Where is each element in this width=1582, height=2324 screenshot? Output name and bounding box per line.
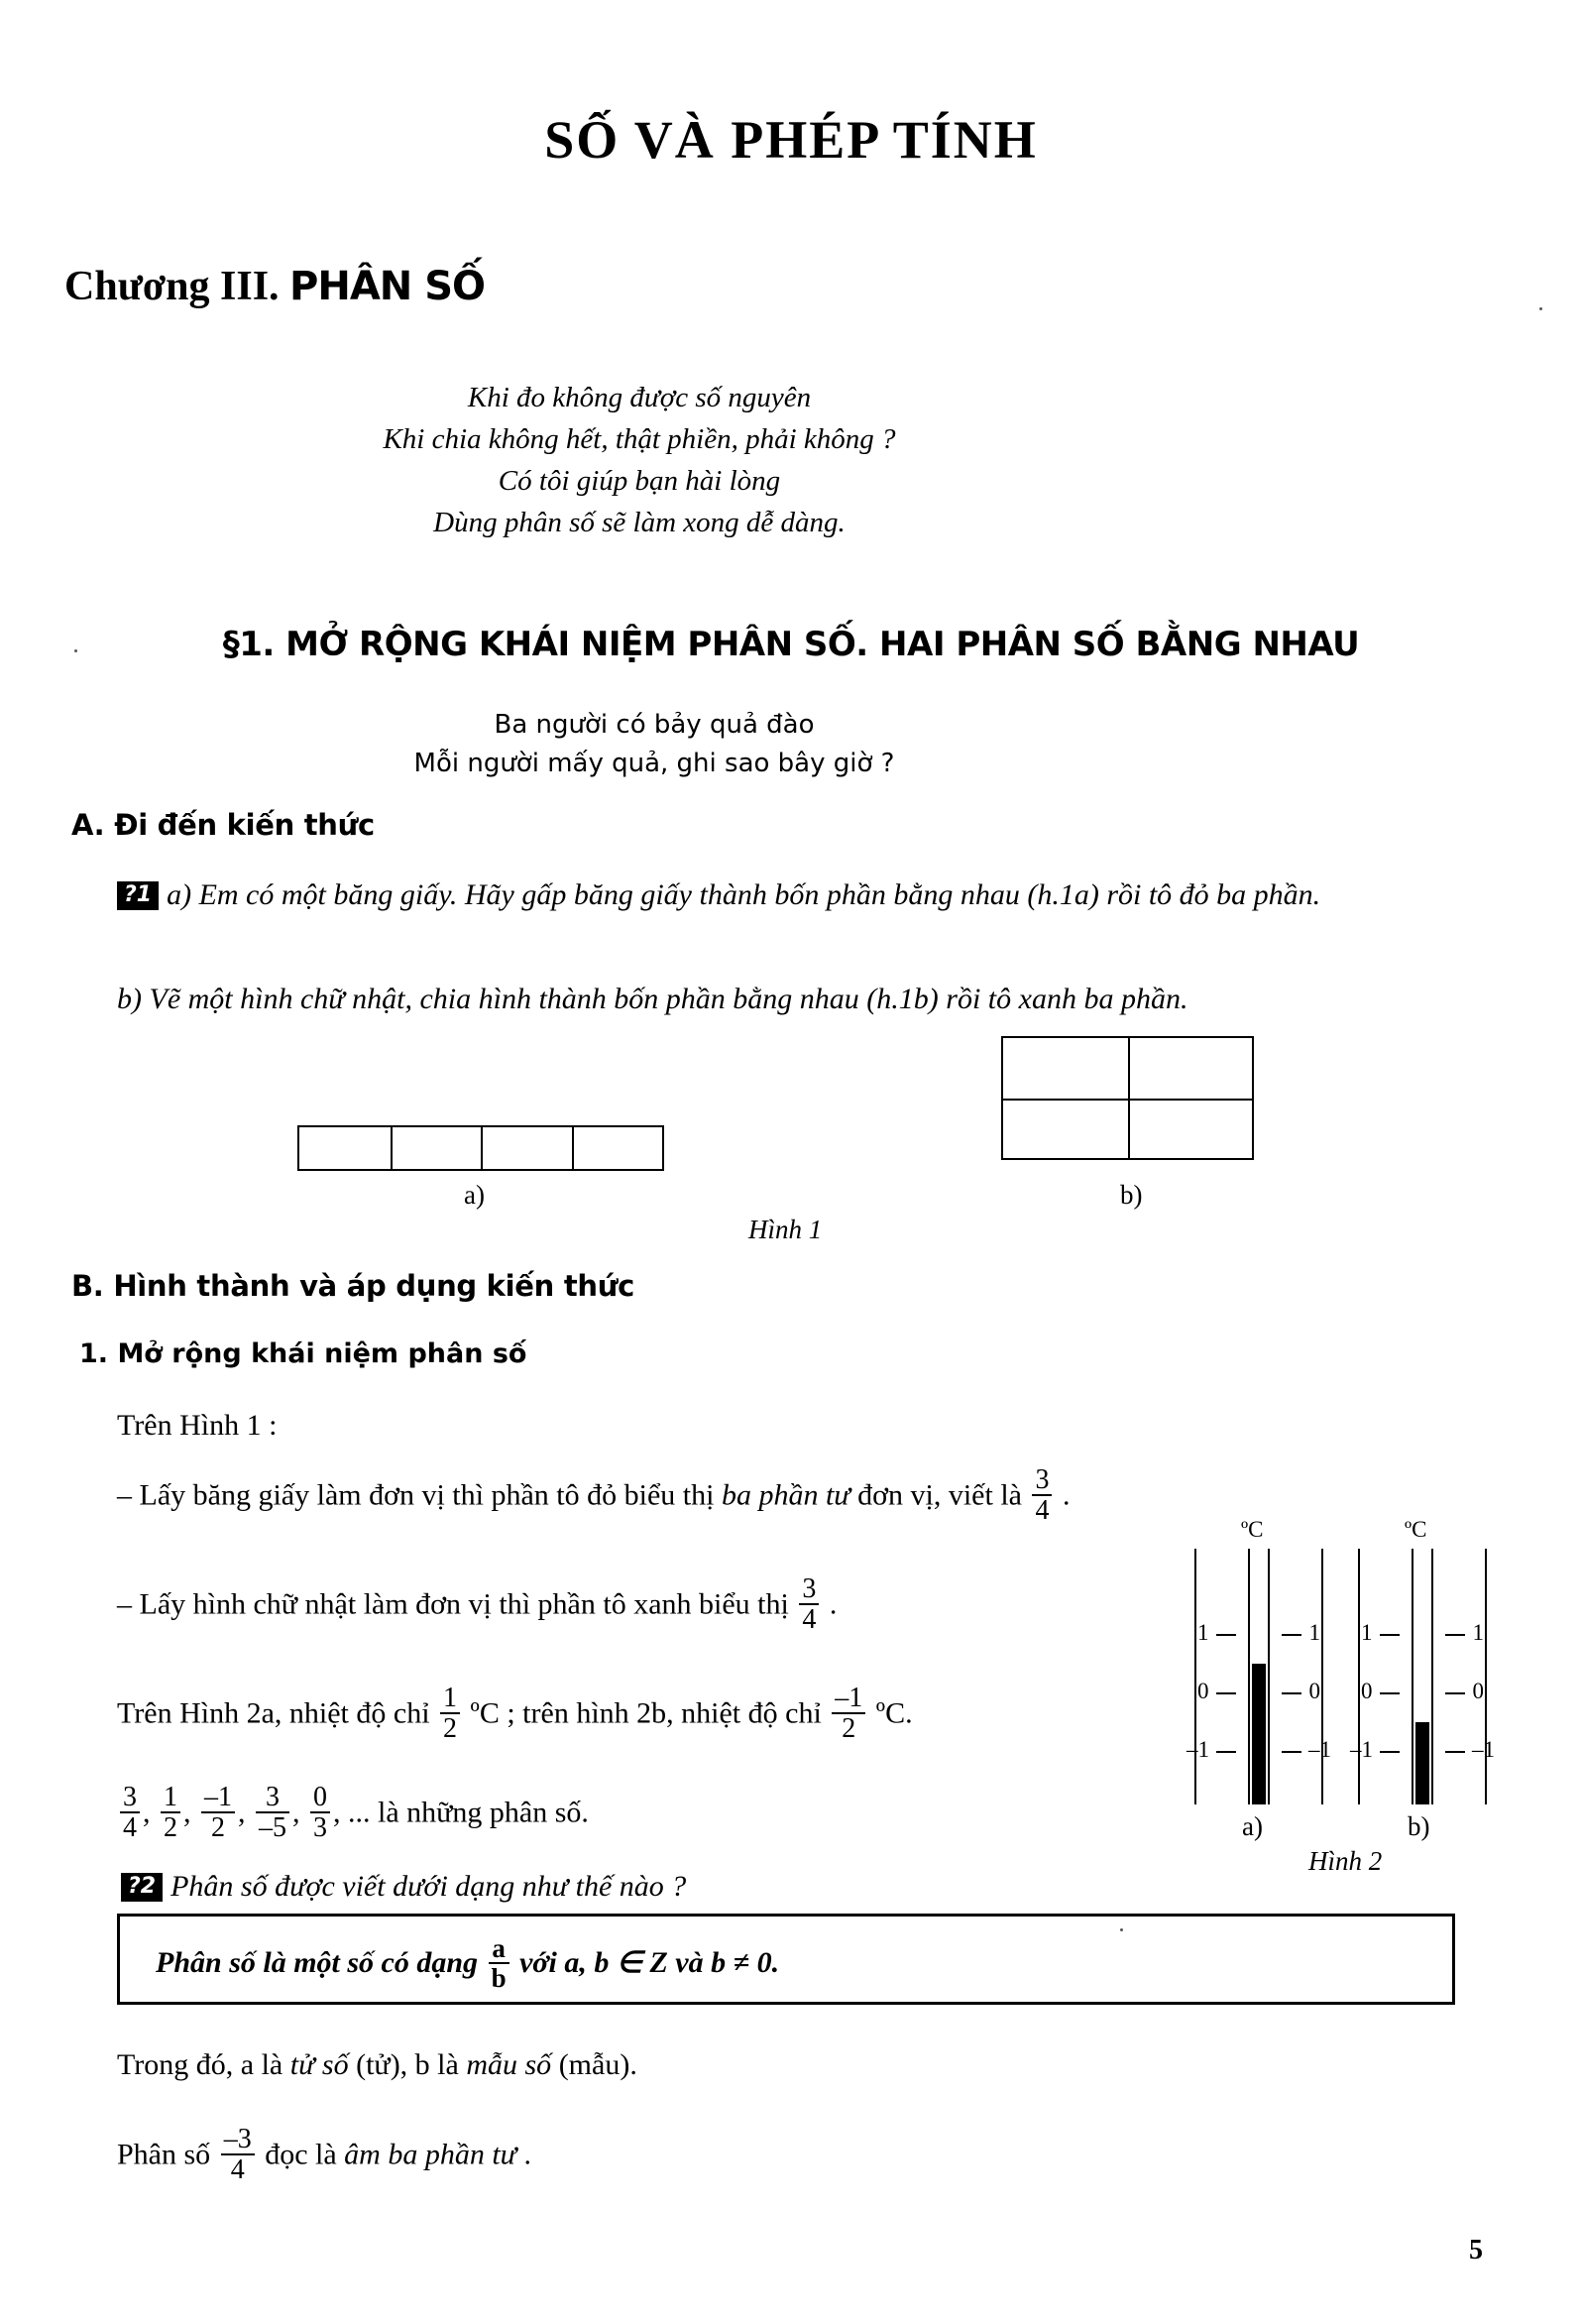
part-a-heading: A. Đi đến kiến thức	[71, 808, 375, 842]
figure1-rectangle	[1001, 1036, 1254, 1160]
bullet1-italic: ba phần tư	[721, 1478, 850, 1512]
bullet2-end: .	[829, 1587, 838, 1621]
strip-divider	[481, 1127, 483, 1169]
tick-mark	[1216, 1751, 1236, 1753]
fraction-numerator: 0	[313, 1782, 327, 1812]
thermometer-mercury	[1415, 1722, 1429, 1804]
thermometer-a-tick-label: –1	[1308, 1737, 1331, 1762]
section-couplet	[0, 706, 1308, 783]
fraction-examples-list: $\frac{3}{4}$ , $\frac{1}{2}$ , $\frac{-1}{2}$ , $\frac{3}{-5}$ , $\frac{0}{3}$ , ... là những phân số.	[117, 1785, 589, 1845]
term-end: (mẫu).	[558, 2048, 637, 2081]
thermometer-a-unit: ºC	[1241, 1517, 1264, 1542]
term-pre: Trong đó, a là	[117, 2048, 283, 2081]
figure2-label-a: a)	[1242, 1811, 1263, 1841]
thermometer-frame-right	[1485, 1549, 1487, 1804]
activity-2-text: Phân số được viết dưới dạng như thế nào ?	[170, 1870, 687, 1903]
tick-mark	[1380, 1692, 1400, 1694]
fraction-example	[256, 1783, 289, 1843]
bullet1-mid: đơn vị, viết là	[857, 1478, 1022, 1512]
figure1-caption: Hình 1	[748, 1215, 823, 1244]
temp-mid: ºC ; trên hình 2b, nhiệt độ chỉ	[470, 1696, 822, 1730]
thermometer-b-tick-label: 0	[1472, 1679, 1484, 1703]
fraction-example	[120, 1783, 140, 1843]
chapter-name: PHÂN SỐ	[289, 264, 486, 309]
fraction-denominator: 4	[221, 2153, 255, 2184]
activity-1-item-a-text: a) Em có một băng giấy. Hãy gấp băng giấy thành bốn phần bằng nhau (h.1a) rồi tô đỏ ba phần.	[167, 878, 1321, 911]
bullet1-end: .	[1062, 1478, 1071, 1512]
couplet-line: Mỗi người mấy quả, ghi sao bây giờ ?	[413, 749, 895, 778]
page-number: 5	[1469, 2235, 1483, 2266]
reading-end: .	[523, 2138, 532, 2171]
thermometer-b-unit: ºC	[1405, 1517, 1427, 1542]
temperature-sentence	[117, 1685, 1178, 1746]
thermometer-a	[1186, 1517, 1331, 1804]
bullet1-pre: – Lấy băng giấy làm đơn vị thì phần tô đỏ biểu thị	[117, 1478, 715, 1512]
definition-text	[156, 1933, 780, 1995]
thermometer-a-tick-label: –1	[1186, 1737, 1209, 1762]
part-b-heading: B. Hình thành và áp dụng kiến thức	[71, 1269, 634, 1303]
thermometer-b-tick-label: –1	[1472, 1737, 1495, 1762]
definition-post: với a, b ∈ Z và b ≠ 0.	[519, 1946, 780, 1980]
poem-line: Có tôi giúp bạn hài lòng	[498, 465, 781, 498]
fraction-numerator: –1	[835, 1683, 863, 1713]
poem-line: Dùng phân số sẽ làm xong dễ dàng.	[433, 507, 846, 539]
bullet-rectangle	[117, 1573, 1168, 1637]
fraction-denominator: b	[489, 1962, 509, 1992]
strip-divider	[572, 1127, 574, 1169]
activity-2	[121, 1864, 686, 1909]
figure1-label-b: b)	[1120, 1180, 1143, 1210]
tick-mark	[1445, 1692, 1465, 1694]
fraction-list-tail: , ... là những phân số.	[333, 1796, 589, 1829]
reading-mid: đọc là	[265, 2138, 337, 2171]
bullet2-pre: – Lấy hình chữ nhật làm đơn vị thì phần tô xanh biểu thị	[117, 1587, 789, 1621]
chapter-heading	[64, 263, 1155, 310]
activity-number-badge: ?2	[121, 1873, 163, 1902]
thermometer-b-tick-label: 1	[1361, 1620, 1373, 1645]
thermometer-b-tick-label: –1	[1350, 1737, 1373, 1762]
fraction-a-over-b	[489, 1934, 509, 1993]
temp-end: ºC.	[875, 1696, 913, 1730]
chapter-label: Chương III.	[64, 264, 280, 309]
scan-speck	[1539, 307, 1542, 310]
tick-mark	[1445, 1634, 1465, 1636]
fraction-numerator: –1	[204, 1782, 232, 1812]
fraction-three-quarters-2	[799, 1574, 819, 1635]
tick-mark	[1282, 1692, 1301, 1694]
activity-1-item-b: b) Vẽ một hình chữ nhật, chia hình thành bốn phần bằng nhau (h.1b) rồi tô xanh ba phần.	[117, 983, 1188, 1015]
thermometer-frame-left	[1358, 1549, 1360, 1804]
fraction-one-half	[440, 1684, 460, 1744]
figure2-label-b: b)	[1408, 1811, 1430, 1841]
section-heading: §1. MỞ RỘNG KHÁI NIỆM PHÂN SỐ. HAI PHÂN SỐ BẰNG NHAU	[222, 625, 1360, 664]
fraction-denominator: 2	[201, 1811, 235, 1842]
fraction-numerator: 3	[1035, 1464, 1050, 1495]
fraction-three-quarters	[1032, 1465, 1052, 1526]
fraction-numerator: a	[492, 1933, 506, 1963]
term-italic-1: tử số	[289, 2048, 349, 2081]
fraction-denominator: 4	[799, 1603, 819, 1634]
tick-mark	[1380, 1634, 1400, 1636]
fraction-example	[310, 1783, 330, 1843]
reading-italic: âm ba phần tư	[344, 2138, 517, 2171]
chapter-poem	[0, 377, 1279, 543]
fraction-numerator: 1	[443, 1683, 458, 1713]
thermometer-a-tick-label: 0	[1197, 1679, 1209, 1703]
fraction-denominator: 4	[120, 1811, 140, 1842]
fraction-example	[201, 1783, 235, 1843]
figure1-paper-strip	[297, 1125, 664, 1171]
terminology-line	[117, 2042, 637, 2087]
part-b-subheading: 1. Mở rộng khái niệm phân số	[79, 1338, 527, 1369]
fraction-denominator: 2	[832, 1712, 865, 1743]
fraction-denominator: –5	[256, 1811, 289, 1842]
figure2-caption: Hình 2	[1308, 1846, 1383, 1876]
tick-mark	[1380, 1751, 1400, 1753]
tick-mark	[1216, 1692, 1236, 1694]
tick-mark	[1445, 1751, 1465, 1753]
thermometer-mercury	[1252, 1664, 1266, 1804]
fraction-numerator: 3	[266, 1782, 280, 1812]
poem-line: Khi đo không được số nguyên	[467, 382, 812, 413]
reading-pre: Phân số	[117, 2138, 211, 2171]
strip-divider	[391, 1127, 393, 1169]
figure1-reference: Trên Hình 1 :	[117, 1409, 278, 1442]
activity-number-badge: ?1	[117, 881, 159, 910]
fraction-denominator: 2	[161, 1811, 180, 1842]
bullet-paper-strip	[117, 1464, 1485, 1528]
fraction-numerator: 3	[802, 1573, 817, 1604]
tick-mark	[1282, 1634, 1301, 1636]
rect-horizontal-divider	[1003, 1099, 1252, 1101]
activity-1-item-a	[117, 872, 1465, 917]
thermometer-a-tick-label: 1	[1197, 1620, 1209, 1645]
term-italic-2: mẫu số	[466, 2048, 552, 2081]
thermometer-a-tick-label: 0	[1308, 1679, 1320, 1703]
couplet-line: Ba người có bảy quả đào	[494, 710, 815, 740]
fraction-numerator: 3	[123, 1782, 137, 1812]
term-mid: (tử), b là	[356, 2048, 459, 2081]
fraction-numerator: –3	[223, 2124, 252, 2154]
thermometer-b-tick-label: 1	[1472, 1620, 1484, 1645]
definition-box	[117, 1914, 1455, 2005]
fraction-minus-one-half	[832, 1684, 865, 1744]
fraction-denominator: 4	[1032, 1494, 1052, 1525]
fraction-minus-three-quarters	[221, 2125, 255, 2185]
thermometer-b-tick-label: 0	[1361, 1679, 1373, 1703]
tick-mark	[1282, 1751, 1301, 1753]
figure2-thermometers	[1186, 1517, 1495, 1876]
figure1-label-a: a)	[464, 1180, 485, 1210]
fraction-denominator: 2	[440, 1712, 460, 1743]
reading-line	[117, 2124, 532, 2187]
thermometer-b	[1350, 1517, 1495, 1804]
fraction-example	[161, 1783, 180, 1843]
fraction-denominator: 3	[310, 1811, 330, 1842]
fraction-numerator: 1	[164, 1782, 177, 1812]
thermometer-frame-right	[1321, 1549, 1323, 1804]
definition-pre: Phân số là một số có dạng	[156, 1946, 479, 1980]
tick-mark	[1216, 1634, 1236, 1636]
poem-line: Khi chia không hết, thật phiền, phải không ?	[383, 423, 896, 456]
page-title: SỐ VÀ PHÉP TÍNH	[544, 110, 1038, 170]
thermometer-a-tick-label: 1	[1308, 1620, 1320, 1645]
thermometer-frame-left	[1194, 1549, 1196, 1804]
temp-pre: Trên Hình 2a, nhiệt độ chỉ	[117, 1696, 430, 1730]
